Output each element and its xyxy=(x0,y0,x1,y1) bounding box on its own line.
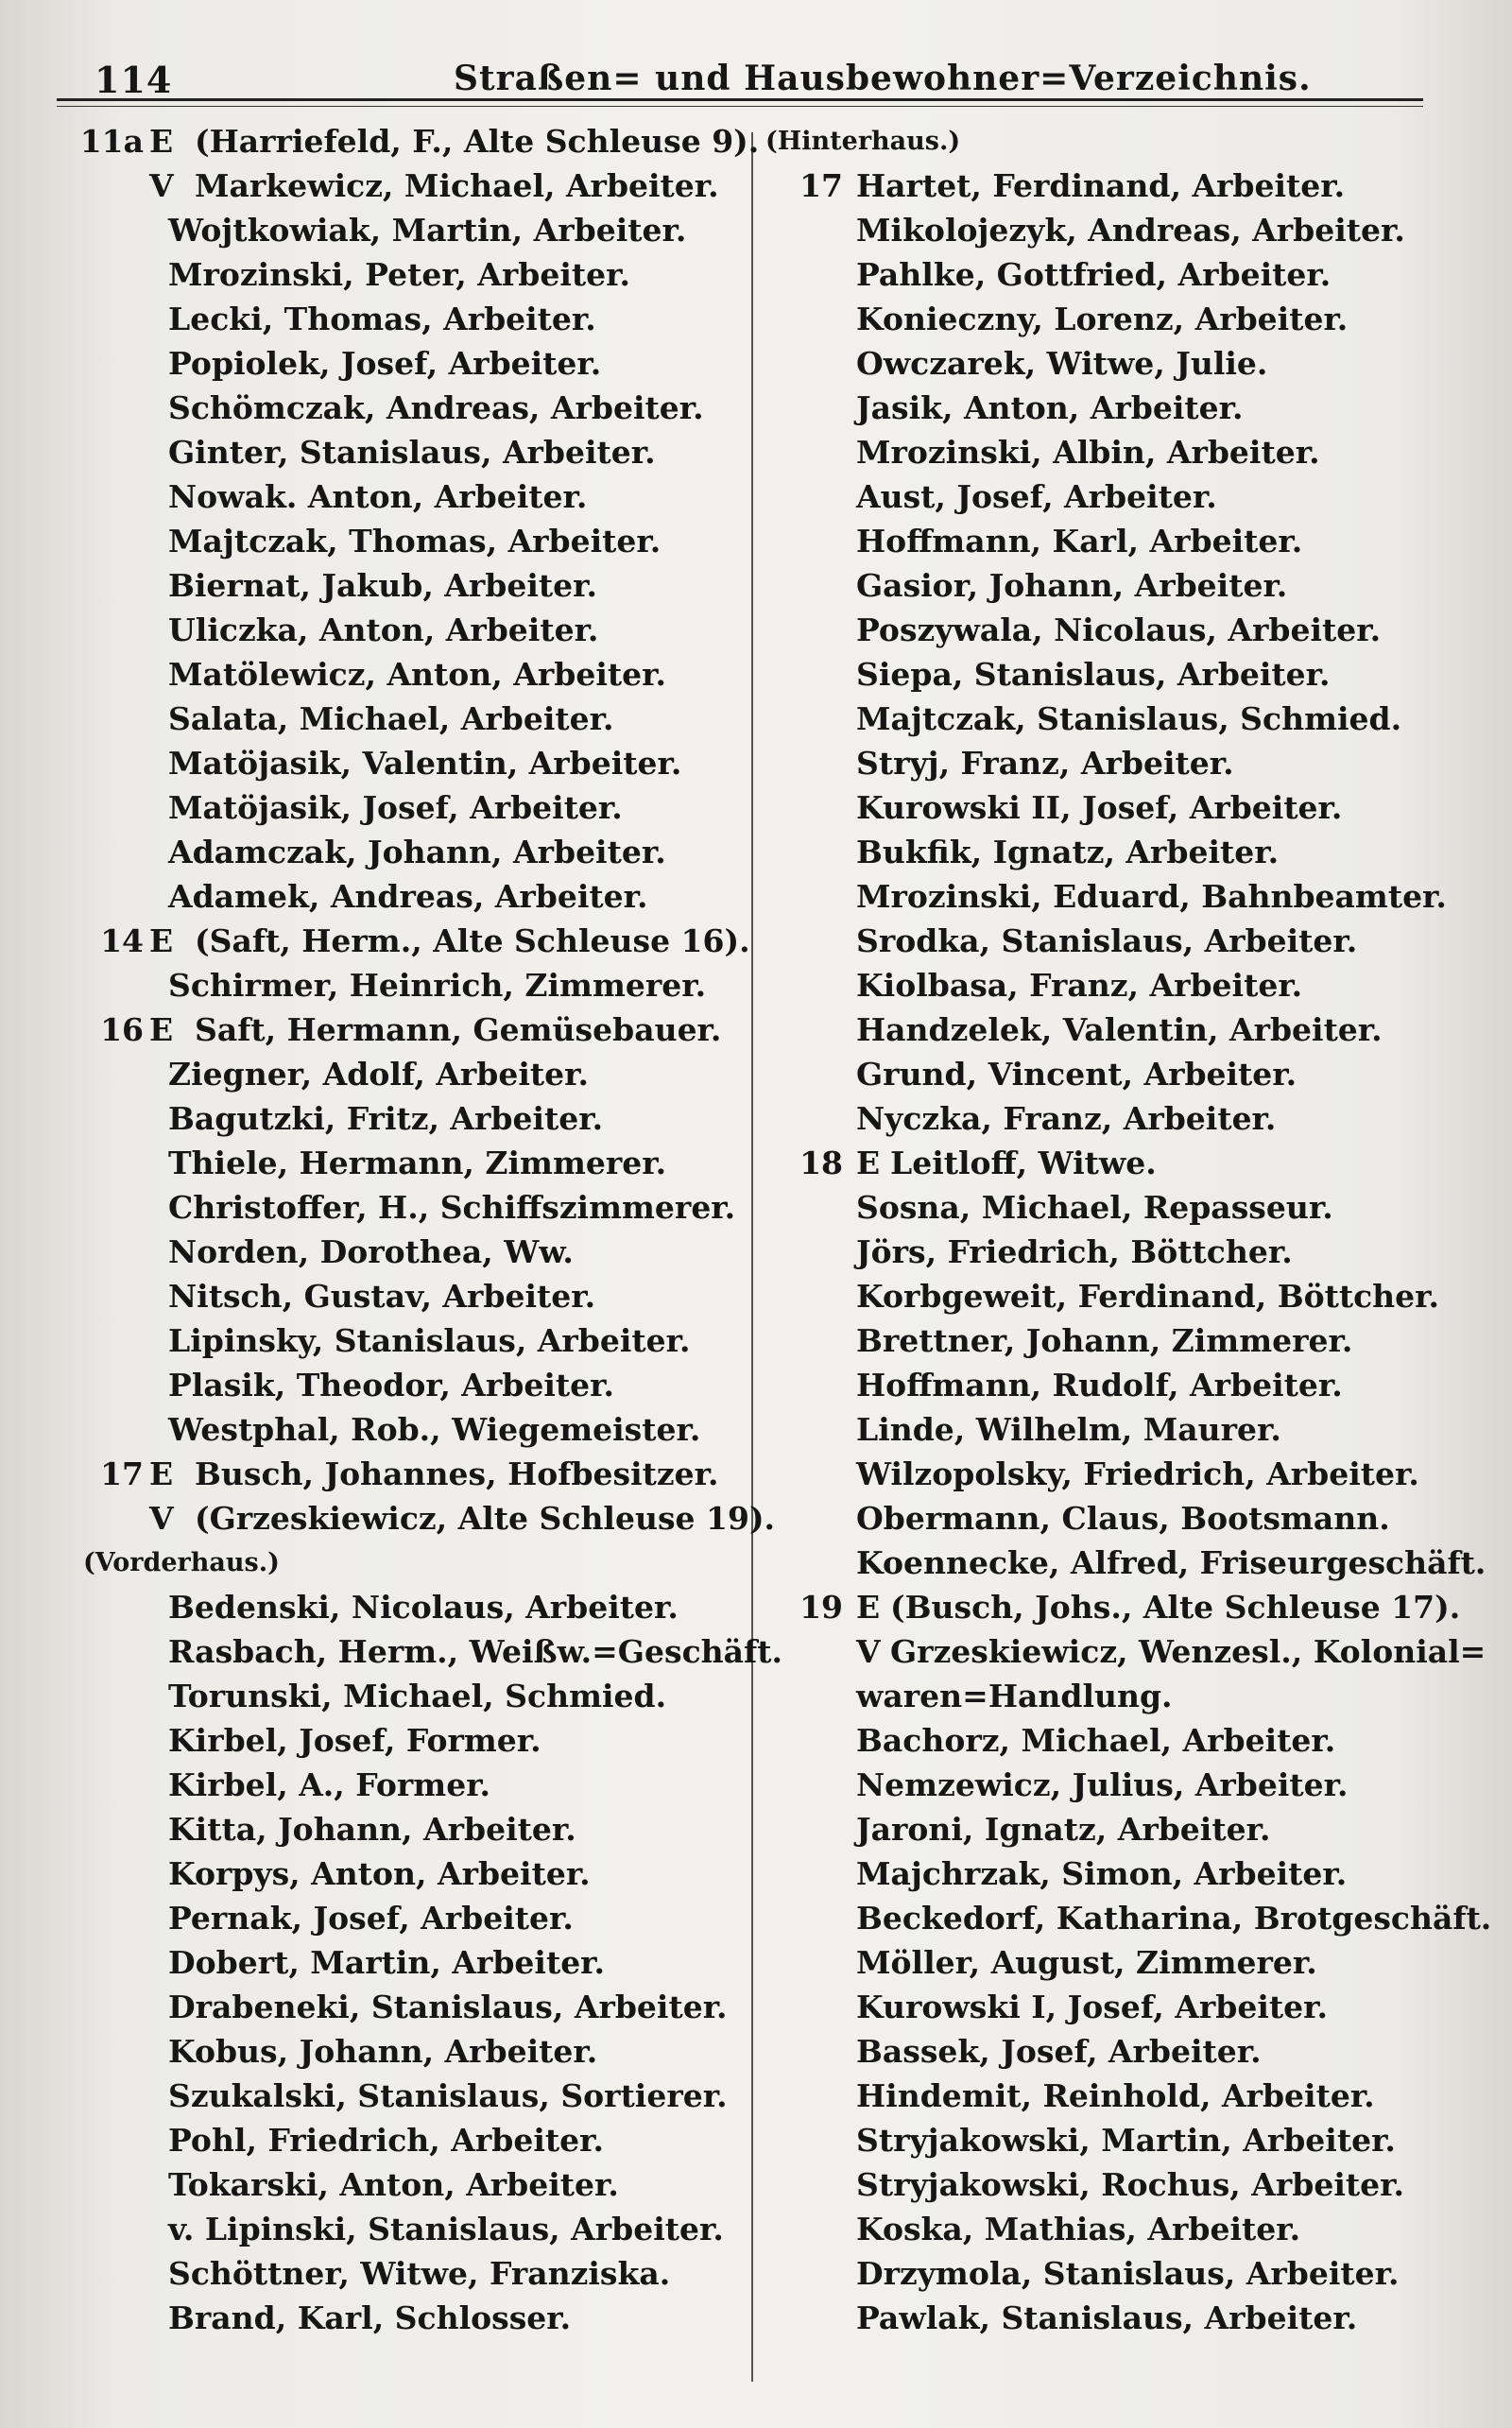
resident-entry xyxy=(765,830,1446,874)
resident-text: Bukfik, Ignatz, Arbeiter. xyxy=(856,834,1280,870)
house-entry xyxy=(765,1141,1446,1185)
resident-text: Koska, Mathias, Arbeiter. xyxy=(856,2211,1301,2247)
status-code: E xyxy=(856,1145,881,1181)
resident-entry xyxy=(765,1007,1446,1052)
resident-entry xyxy=(765,1763,1446,1807)
resident-entry xyxy=(64,1718,745,1763)
resident-entry xyxy=(765,1807,1446,1851)
status-code: E xyxy=(856,1589,881,1626)
resident-text: Dobert, Martin, Arbeiter. xyxy=(168,1944,606,1981)
resident-text: Thiele, Hermann, Zimmerer. xyxy=(168,1145,667,1181)
status-code: E xyxy=(149,922,174,959)
resident-entry xyxy=(64,1763,745,1807)
resident-text: Pawlak, Stanislaus, Arbeiter. xyxy=(856,2299,1358,2336)
resident-text: Ziegner, Adolf, Arbeiter. xyxy=(168,1056,590,1093)
resident-entry xyxy=(765,1363,1446,1407)
resident-entry xyxy=(765,1452,1446,1496)
resident-entry xyxy=(64,164,745,208)
resident-entry xyxy=(64,297,745,341)
resident-text: Kitta, Johann, Arbeiter. xyxy=(168,1811,576,1848)
resident-entry xyxy=(64,2207,745,2251)
resident-entry xyxy=(765,1940,1446,1985)
resident-text: Pernak, Josef, Arbeiter. xyxy=(168,1900,574,1937)
resident-text: Saft, Hermann, Gemüsebauer. xyxy=(195,1011,722,1048)
resident-entry xyxy=(765,697,1446,741)
resident-entry xyxy=(64,519,745,563)
resident-text: Uliczka, Anton, Arbeiter. xyxy=(168,611,599,648)
house-entry xyxy=(64,1452,745,1496)
resident-entry xyxy=(64,830,745,874)
resident-entry xyxy=(765,2207,1446,2251)
resident-text: Adamek, Andreas, Arbeiter. xyxy=(168,878,648,915)
resident-text: Majtczak, Thomas, Arbeiter. xyxy=(168,523,662,560)
house-number: 11a xyxy=(79,123,144,160)
house-number: 17 xyxy=(799,167,843,204)
resident-text: Siepa, Stanislaus, Arbeiter. xyxy=(856,656,1331,693)
resident-entry xyxy=(64,2251,745,2296)
resident-text: Popiolek, Josef, Arbeiter. xyxy=(168,345,602,382)
resident-entry xyxy=(765,430,1446,474)
resident-text: Matölewicz, Anton, Arbeiter. xyxy=(168,656,666,693)
resident-text: Matöjasik, Josef, Arbeiter. xyxy=(168,789,623,826)
page-number: 114 xyxy=(94,59,173,101)
resident-entry xyxy=(64,608,745,652)
resident-text: Poszywala, Nicolaus, Arbeiter. xyxy=(856,611,1382,648)
resident-entry xyxy=(64,2074,745,2118)
resident-entry xyxy=(765,1185,1446,1230)
resident-text: Tokarski, Anton, Arbeiter. xyxy=(168,2166,619,2203)
resident-entry xyxy=(64,1985,745,2029)
resident-entry xyxy=(765,1318,1446,1363)
resident-text: Rasbach, Herm., Weißw.=Geschäft. xyxy=(168,1633,782,1670)
resident-text: Bedenski, Nicolaus, Arbeiter. xyxy=(168,1589,679,1626)
resident-text: Drzymola, Stanislaus, Arbeiter. xyxy=(856,2255,1400,2292)
resident-text: Nyczka, Franz, Arbeiter. xyxy=(856,1100,1277,1137)
resident-entry xyxy=(765,1541,1486,1585)
resident-entry xyxy=(765,1985,1446,2029)
resident-entry xyxy=(765,1718,1446,1763)
resident-entry xyxy=(765,386,1446,430)
resident-text: Hindemit, Reinhold, Arbeiter. xyxy=(856,2077,1375,2114)
status-code: V xyxy=(149,1500,174,1537)
header-rule-thin xyxy=(57,106,1423,107)
resident-text: Mrozinski, Eduard, Bahnbeamter. xyxy=(856,878,1447,915)
resident-entry xyxy=(64,1807,745,1851)
resident-text: Nowak. Anton, Arbeiter. xyxy=(168,478,588,515)
resident-entry xyxy=(765,2074,1446,2118)
resident-entry xyxy=(765,1096,1446,1141)
resident-entry xyxy=(765,519,1446,563)
resident-text: Schömczak, Andreas, Arbeiter. xyxy=(168,389,704,426)
resident-text: Westphal, Rob., Wiegemeister. xyxy=(168,1411,701,1448)
resident-text: Salata, Michael, Arbeiter. xyxy=(168,700,614,737)
resident-entry xyxy=(765,608,1446,652)
page-header xyxy=(57,49,1436,106)
resident-text: Lipinsky, Stanislaus, Arbeiter. xyxy=(168,1322,691,1359)
resident-entry xyxy=(64,1851,745,1896)
resident-entry xyxy=(64,1585,745,1629)
resident-entry xyxy=(64,1185,745,1230)
resident-entry xyxy=(765,252,1446,297)
resident-text: Gasior, Johann, Arbeiter. xyxy=(856,567,1288,604)
resident-entry xyxy=(64,430,745,474)
resident-entry xyxy=(64,874,745,919)
resident-text: Wilzopolsky, Friedrich, Arbeiter. xyxy=(856,1455,1419,1492)
running-title: Straßen= und Hausbewohner=Verzeichnis. xyxy=(454,59,1312,98)
resident-text: Majchrzak, Simon, Arbeiter. xyxy=(856,1855,1348,1892)
resident-text: Norden, Dorothea, Ww. xyxy=(168,1233,574,1270)
resident-entry xyxy=(765,563,1446,608)
resident-entry xyxy=(765,1629,1486,1674)
resident-entry xyxy=(765,341,1446,386)
resident-entry xyxy=(64,963,745,1007)
resident-entry xyxy=(765,474,1446,519)
house-number: 16 xyxy=(100,1011,144,1048)
section-label-text: (Hinterhaus.) xyxy=(765,127,961,156)
resident-text: Leitloff, Witwe. xyxy=(890,1145,1157,1181)
resident-text: Konieczny, Lorenz, Arbeiter. xyxy=(856,301,1349,337)
resident-text: v. Lipinski, Stanislaus, Arbeiter. xyxy=(168,2211,724,2247)
column-divider xyxy=(751,132,753,2382)
resident-entry xyxy=(64,474,745,519)
resident-text: Stryj, Franz, Arbeiter. xyxy=(856,745,1234,782)
resident-text: Jasik, Anton, Arbeiter. xyxy=(856,389,1244,426)
resident-text: Wojtkowiak, Martin, Arbeiter. xyxy=(168,212,687,249)
resident-entry xyxy=(64,208,745,252)
resident-text: Busch, Johannes, Hofbesitzer. xyxy=(195,1455,719,1492)
resident-entry xyxy=(64,1318,745,1363)
resident-entry xyxy=(64,1230,745,1274)
resident-text: Koennecke, Alfred, Friseurgeschäft. xyxy=(856,1544,1486,1581)
resident-entry xyxy=(64,2118,745,2162)
resident-entry xyxy=(765,2251,1446,2296)
resident-text: Nemzewicz, Julius, Arbeiter. xyxy=(856,1766,1349,1803)
resident-text: Srodka, Stanislaus, Arbeiter. xyxy=(856,922,1358,959)
resident-text: Majtczak, Stanislaus, Schmied. xyxy=(856,700,1402,737)
resident-text: Brettner, Johann, Zimmerer. xyxy=(856,1322,1353,1359)
resident-entry xyxy=(64,697,745,741)
status-code: E xyxy=(149,123,174,160)
resident-entry xyxy=(765,1674,1446,1718)
resident-text: Kurowski II, Josef, Arbeiter. xyxy=(856,789,1343,826)
resident-text: Adamczak, Johann, Arbeiter. xyxy=(168,834,666,870)
resident-text: Drabeneki, Stanislaus, Arbeiter. xyxy=(168,1989,728,2025)
resident-text: Plasik, Theodor, Arbeiter. xyxy=(168,1367,614,1403)
status-code: V xyxy=(856,1633,881,1670)
left-column xyxy=(64,119,782,2340)
resident-text: Stryjakowski, Martin, Arbeiter. xyxy=(856,2122,1396,2159)
house-entry xyxy=(64,1007,745,1052)
resident-text: Markewicz, Michael, Arbeiter. xyxy=(195,167,719,204)
resident-entry xyxy=(765,2118,1446,2162)
resident-text: Grzeskiewicz, Wenzesl., Kolonial= xyxy=(890,1633,1486,1670)
resident-entry xyxy=(64,1096,745,1141)
resident-text: Pahlke, Gottfried, Arbeiter. xyxy=(856,256,1332,293)
resident-text: Hoffmann, Karl, Arbeiter. xyxy=(856,523,1303,560)
resident-text: Beckedorf, Katharina, Brotgeschäft. xyxy=(856,1900,1492,1937)
resident-text: Matöjasik, Valentin, Arbeiter. xyxy=(168,745,682,782)
house-number: 17 xyxy=(100,1455,144,1492)
resident-text: Bassek, Josef, Arbeiter. xyxy=(856,2033,1262,2070)
resident-entry xyxy=(765,1496,1446,1541)
resident-entry xyxy=(64,785,745,830)
resident-text: Szukalski, Stanislaus, Sortierer. xyxy=(168,2077,728,2114)
resident-entry xyxy=(765,2162,1446,2207)
resident-entry xyxy=(64,1274,745,1318)
resident-text: Brand, Karl, Schlosser. xyxy=(168,2299,572,2336)
resident-entry xyxy=(64,652,745,697)
resident-text: Ginter, Stanislaus, Arbeiter. xyxy=(168,434,656,471)
resident-text: Biernat, Jakub, Arbeiter. xyxy=(168,567,597,604)
resident-entry xyxy=(64,563,745,608)
resident-text: Owczarek, Witwe, Julie. xyxy=(856,345,1268,382)
resident-text: Kurowski I, Josef, Arbeiter. xyxy=(856,1989,1328,2025)
resident-entry xyxy=(765,785,1446,830)
right-column xyxy=(765,119,1492,2340)
resident-text: Mrozinski, Peter, Arbeiter. xyxy=(168,256,630,293)
resident-text: Hartet, Ferdinand, Arbeiter. xyxy=(856,167,1346,204)
resident-entry xyxy=(765,1230,1446,1274)
house-number: 14 xyxy=(100,922,144,959)
house-entry xyxy=(64,119,760,164)
resident-text: Stryjakowski, Rochus, Arbeiter. xyxy=(856,2166,1404,2203)
resident-text: Jaroni, Ignatz, Arbeiter. xyxy=(856,1811,1271,1848)
resident-entry xyxy=(64,2029,745,2074)
resident-text: Möller, August, Zimmerer. xyxy=(856,1944,1317,1981)
section-label-text: (Vorderhaus.) xyxy=(83,1548,280,1577)
resident-entry xyxy=(64,741,745,785)
resident-text: Grund, Vincent, Arbeiter. xyxy=(856,1056,1297,1093)
resident-text: (Grzeskiewicz, Alte Schleuse 19). xyxy=(195,1500,776,1537)
resident-text: Kirbel, A., Former. xyxy=(168,1766,491,1803)
resident-entry xyxy=(64,1141,745,1185)
resident-entry xyxy=(765,652,1446,697)
resident-text: (Busch, Johs., Alte Schleuse 17). xyxy=(890,1589,1461,1626)
header-rule xyxy=(57,98,1423,101)
resident-text: Bachorz, Michael, Arbeiter. xyxy=(856,1722,1336,1759)
resident-text: Jörs, Friedrich, Böttcher. xyxy=(856,1233,1293,1270)
resident-entry xyxy=(64,1363,745,1407)
resident-entry xyxy=(64,386,745,430)
resident-text: Sosna, Michael, Repasseur. xyxy=(856,1189,1333,1226)
resident-entry xyxy=(64,1052,745,1096)
resident-text: Mikolojezyk, Andreas, Arbeiter. xyxy=(856,212,1405,249)
resident-text: Nitsch, Gustav, Arbeiter. xyxy=(168,1278,596,1315)
resident-text: Obermann, Claus, Bootsmann. xyxy=(856,1500,1390,1537)
resident-entry xyxy=(64,2296,745,2340)
resident-text: Handzelek, Valentin, Arbeiter. xyxy=(856,1011,1383,1048)
resident-text: Bagutzki, Fritz, Arbeiter. xyxy=(168,1100,604,1137)
resident-entry xyxy=(64,1940,745,1985)
resident-entry xyxy=(64,341,745,386)
house-entry xyxy=(765,1585,1461,1629)
resident-entry xyxy=(64,252,745,297)
resident-text: Schirmer, Heinrich, Zimmerer. xyxy=(168,967,707,1004)
resident-text: Linde, Wilhelm, Maurer. xyxy=(856,1411,1281,1448)
resident-entry xyxy=(765,1407,1446,1452)
house-number: 19 xyxy=(799,1589,843,1626)
section-label xyxy=(64,1541,745,1585)
section-label xyxy=(765,119,1446,164)
resident-text: waren=Handlung. xyxy=(856,1678,1173,1714)
resident-text: (Saft, Herm., Alte Schleuse 16). xyxy=(195,922,750,959)
resident-text: Aust, Josef, Arbeiter. xyxy=(856,478,1217,515)
resident-entry xyxy=(64,1407,745,1452)
resident-entry xyxy=(765,919,1446,963)
resident-text: Pohl, Friedrich, Arbeiter. xyxy=(168,2122,604,2159)
resident-entry xyxy=(64,1674,745,1718)
resident-entry xyxy=(64,1896,745,1940)
resident-entry xyxy=(64,1496,776,1541)
resident-text: Schöttner, Witwe, Franziska. xyxy=(168,2255,671,2292)
resident-entry xyxy=(765,741,1446,785)
status-code: E xyxy=(149,1011,174,1048)
resident-text: Korpys, Anton, Arbeiter. xyxy=(168,1855,591,1892)
resident-entry xyxy=(765,963,1446,1007)
resident-entry xyxy=(765,1274,1446,1318)
resident-text: Mrozinski, Albin, Arbeiter. xyxy=(856,434,1320,471)
house-entry xyxy=(64,919,750,963)
resident-entry xyxy=(765,2296,1446,2340)
resident-entry xyxy=(765,297,1446,341)
resident-text: Kirbel, Josef, Former. xyxy=(168,1722,541,1759)
resident-entry xyxy=(765,1851,1446,1896)
resident-entry xyxy=(765,208,1446,252)
resident-text: Lecki, Thomas, Arbeiter. xyxy=(168,301,596,337)
resident-text: Kobus, Johann, Arbeiter. xyxy=(168,2033,598,2070)
resident-text: Torunski, Michael, Schmied. xyxy=(168,1678,667,1714)
status-code: V xyxy=(149,167,174,204)
status-code: E xyxy=(149,1455,174,1492)
resident-text: Kiolbasa, Franz, Arbeiter. xyxy=(856,967,1303,1004)
house-number: 18 xyxy=(799,1145,843,1181)
resident-text: Christoffer, H., Schiffszimmerer. xyxy=(168,1189,736,1226)
resident-text: (Harriefeld, F., Alte Schleuse 9). xyxy=(195,123,760,160)
house-entry xyxy=(765,164,1446,208)
resident-entry xyxy=(765,874,1446,919)
resident-entry xyxy=(64,2162,745,2207)
resident-text: Hoffmann, Rudolf, Arbeiter. xyxy=(856,1367,1343,1403)
resident-entry xyxy=(765,1052,1446,1096)
resident-entry xyxy=(765,1896,1492,1940)
resident-text: Korbgeweit, Ferdinand, Böttcher. xyxy=(856,1278,1440,1315)
resident-entry xyxy=(765,2029,1446,2074)
resident-entry xyxy=(64,1629,782,1674)
